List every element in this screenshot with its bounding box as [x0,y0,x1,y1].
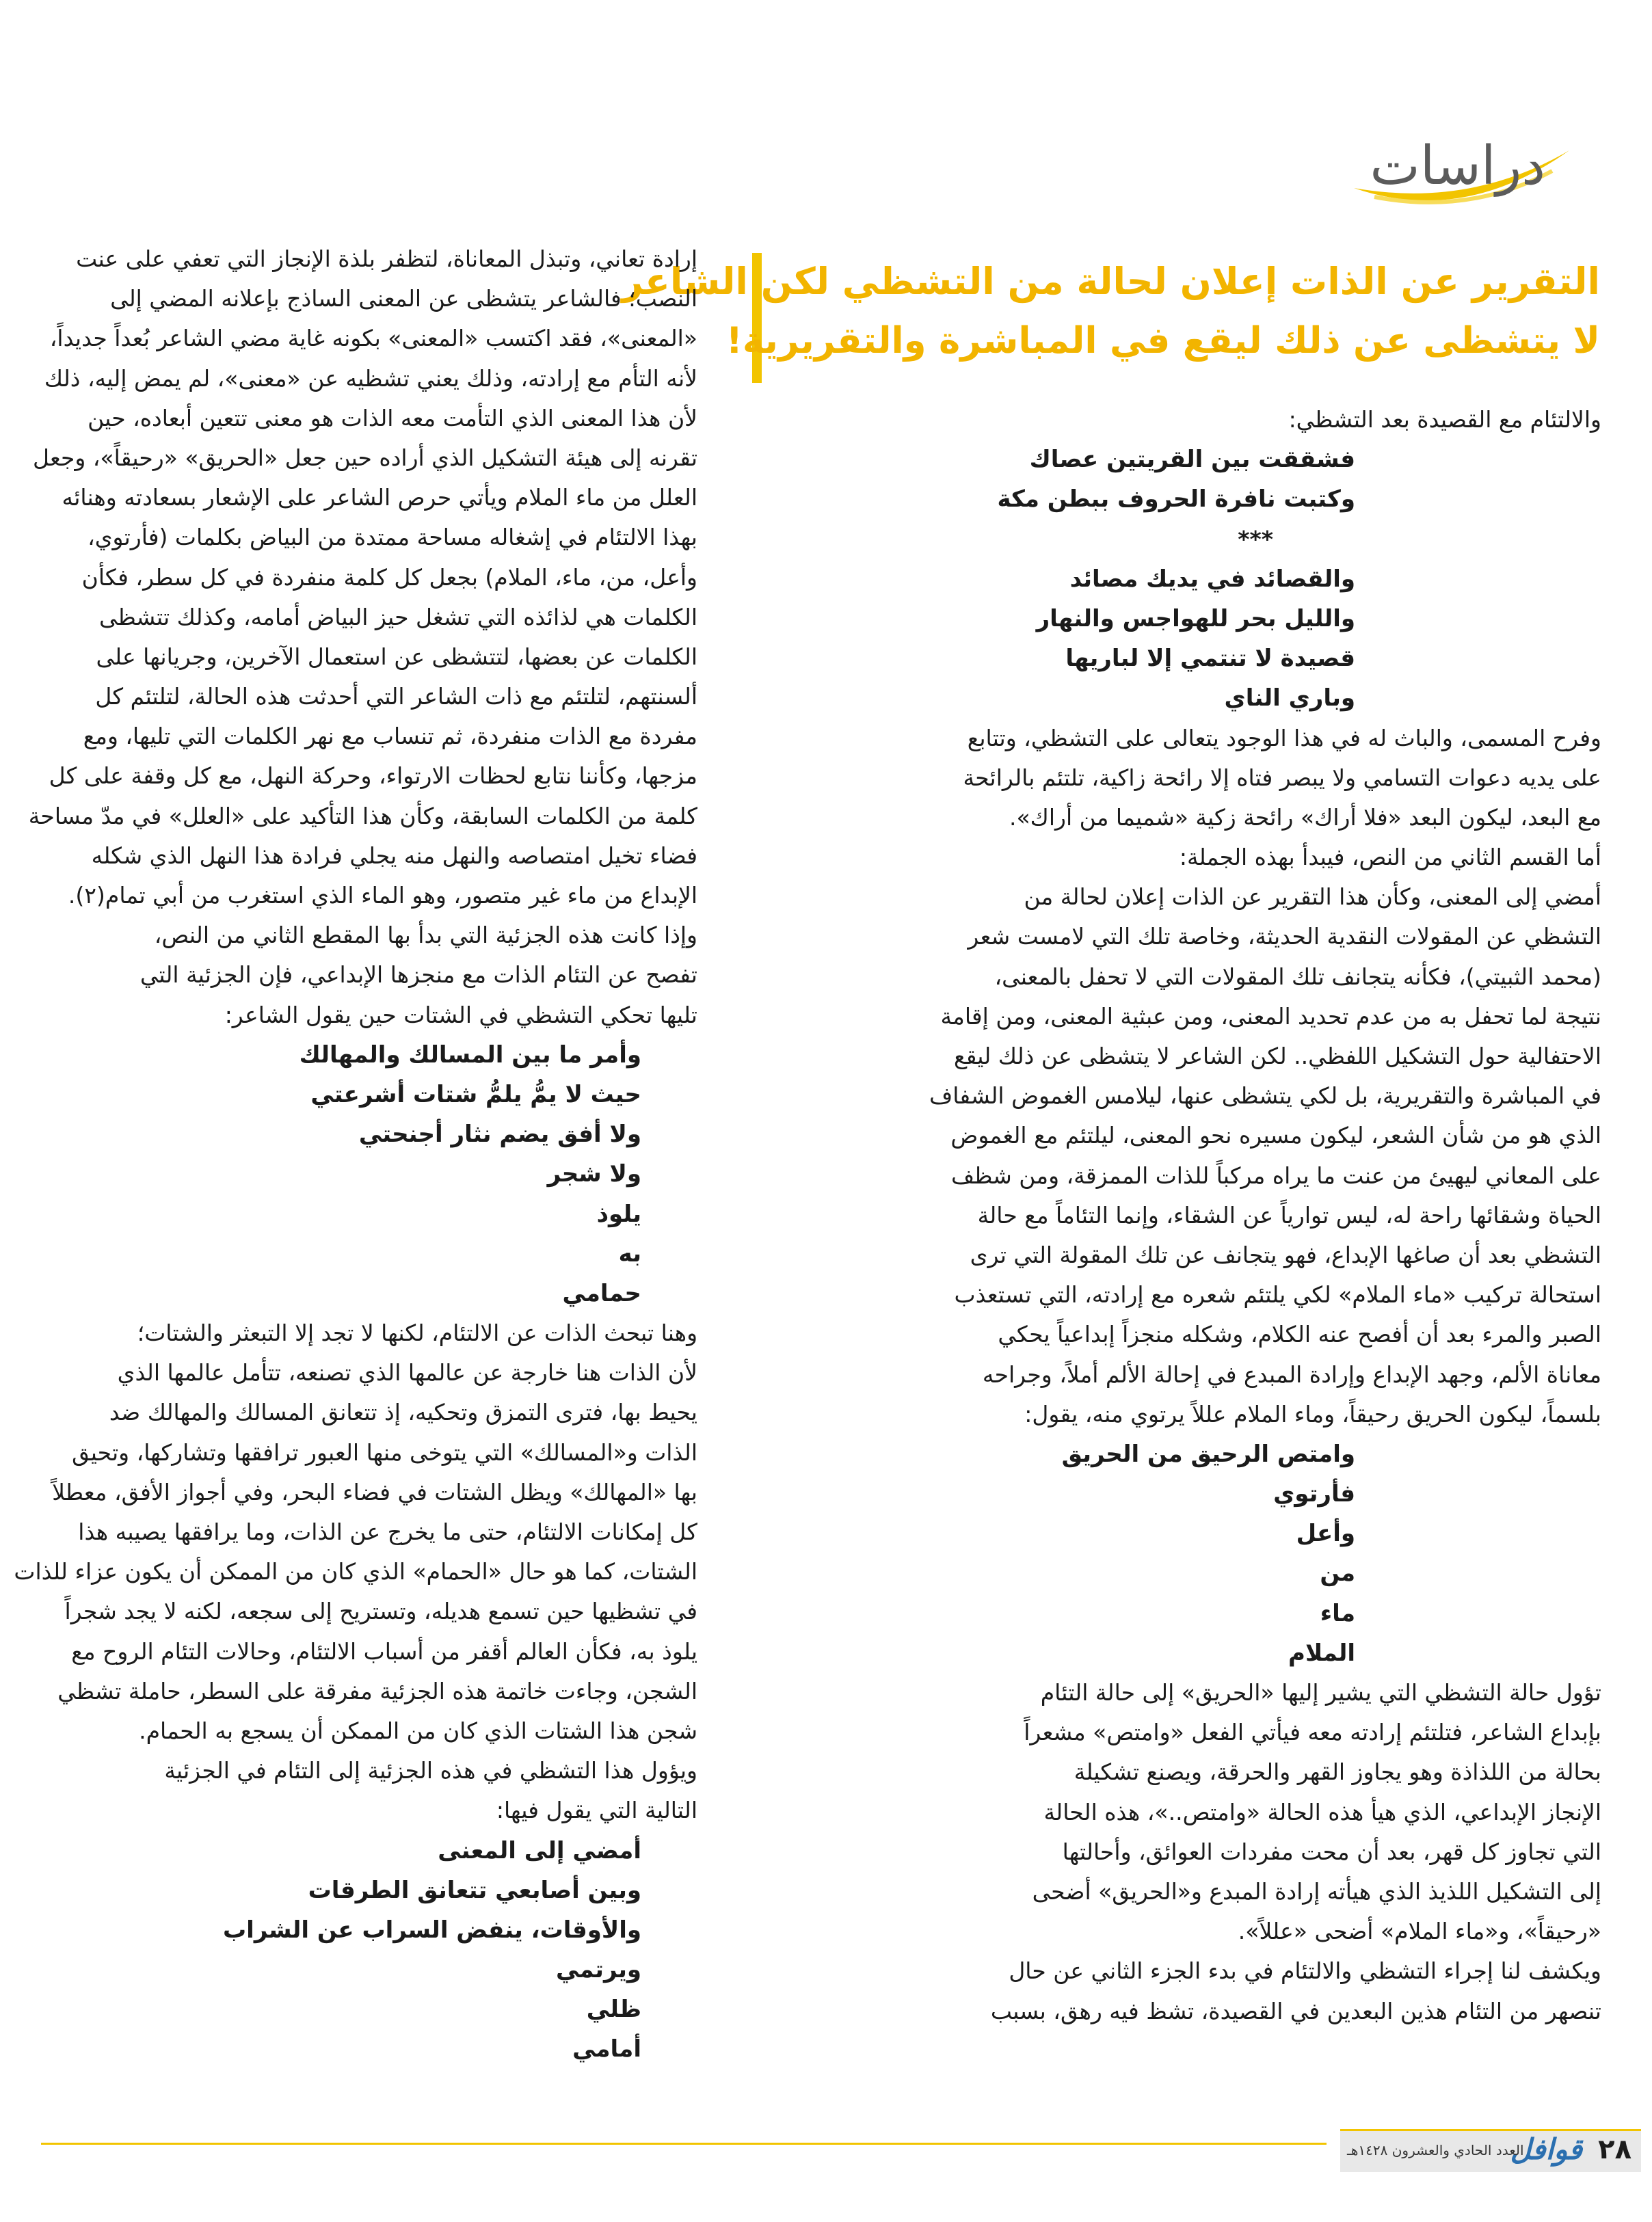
text-line: مع البعد، ليكون البعد «فلا أراك» رائحة زكية «شميما من أراك». [1009,803,1601,831]
poem-line: ماء [1320,1599,1355,1627]
text-line: الإنجاز الإبداعي، الذي هيأ هذه الحالة «وامتص..»، هذه الحالة [1043,1798,1601,1825]
issue-info: العدد الحادي والعشرون ١٤٢٨هـ [1347,2142,1524,2158]
text-line: تفصح عن التئام الذات مع منجزها الإبداعي، فإن الجزئية التي [139,961,697,989]
poem-line: الملام [1288,1639,1355,1667]
text-line: «المعنى»، فقد اكتسب «المعنى» بكونه غاية مضي الشاعر بُعداً جديداً، [49,325,697,352]
poem-line: يلوذ [596,1200,641,1228]
poem-line: ولا شجر [547,1160,641,1188]
text-line: التالية التي يقول فيها: [496,1797,697,1824]
text-line: لأنه التأم مع إرادته، وذلك يعني تشظيه عن «معنى»، لم يمض إليه، ذلك [44,364,697,392]
poem-line: وكتبت نافرة الحروف ببطن مكة [997,485,1355,513]
text-line: إرادة تعاني، وتبذل المعاناة، لتظفر بلذة الإنجاز التي تعفي على عنت [76,245,697,272]
poem-line: وامتص الرحيق من الحريق [1061,1440,1355,1468]
poem-line: ولا أفق يضم نثار أجنحتي [358,1121,641,1149]
text-line: وأعل، من، ماء، الملام) بجعل كل كلمة منفردة في كل سطر، فكأن [81,563,697,591]
page-footer [0,2113,1652,2222]
text-line: نتيجة لما تحفل به من عدم تحديد المعنى، ومن عبثية المعنى، ومن إقامة [940,1002,1601,1030]
text-line: لأن الذات هنا خارجة عن عالمها الذي تصنعه، تتأمل عالمها الذي [117,1359,697,1387]
text-line: على يديه دعوات التسامي ولا يبصر فتاه إلا رائحة زاكية، تلتئم بالرائحة [963,764,1601,791]
text-line: مفردة مع الذات منفردة، ثم تنساب مع نهر الكلمات التي تليها، ومع [83,723,697,750]
section-header [1347,123,1573,219]
text-line: أما القسم الثاني من النص، فيبدأ بهذه الجملة: [1179,844,1601,871]
footer-rule [41,2143,1327,2145]
text-line: كل إمكانات الالتئام، حتى ما يخرج عن الذات، وما يرافقها يصيبه هذا [78,1518,697,1545]
poem-line: فشققت بين القريتين عصاك [1029,446,1355,474]
text-line: وإذا كانت هذه الجزئية التي بدأ بها المقطع الثاني من النص، [154,922,697,949]
text-line: في تشظيها حين تسمع هديله، وتستريح إلى سجعه، لكنه لا يجد شجراً [64,1598,697,1625]
text-line: الذات و«المسالك» التي يتوخى منها العبور ترافقها وتشاركها، وتحيق [72,1438,697,1466]
text-line: بها «المهالك» ويظل الشتات في فضاء البحر، وفي أجواز الأفق، معطلاً [52,1478,697,1505]
text-line: الصبر والمرء بعد أن أفصح عنه الكلام، وشكله منجزاً إبداعياً يحكي [998,1321,1601,1348]
page-number: ٢٨ [1598,2134,1631,2165]
poem-line: أمضي إلى المعنى [438,1836,641,1864]
text-line: لأن هذا المعنى الذي التأمت معه الذات هو معنى تتعين أبعاده، حين [88,404,697,431]
text-line: كلمة من الكلمات السابقة، وكأن هذا التأكيد على «العلل» في مدّ مساحة [28,802,697,829]
text-line: والالتئام مع القصيدة بعد التشظي: [1288,406,1601,433]
text-line: العلل من ماء الملام ويأتي حرص الشاعر على الإشعار بسعادته وهنائه [62,484,697,511]
article-column-right [747,400,1601,2031]
text-line: الإبداع من ماء غير متصور، وهو الماء الذي استغرب من أبي تمام(٢). [68,882,697,909]
poem-line: به [618,1240,641,1268]
text-line: تقرنه إلى هيئة التشكيل الذي أراده حين جعل «الحريق» «رحيقاً»، وجعل [33,444,697,471]
text-line: الاحتفالية حول التشكيل اللفظي.. لكن الشاعر لا يتشظى عن ذلك ليقع [954,1043,1601,1069]
text-line: بإبداع الشاعر، فتلتئم إرادته معه فيأتي الفعل «وامتص» مشعراً [1024,1719,1601,1746]
text-line: التي تجاوز كل قهر، بعد أن محت مفردات العوائق، وأحالتها [1062,1838,1601,1865]
text-line: إلى التشكيل اللذيذ الذي هيأته إرادة المبدع و«الحريق» أضحى [1032,1877,1601,1905]
text-line: تنصهر من التئام هذين البعدين في القصيدة، تشظ فيه رهق، بسبب [990,1997,1601,2024]
text-line: وفرح المسمى، والباث له في هذا الوجود يتعالى على التشظي، وتتابع [967,724,1601,751]
stanza-separator: *** [1238,525,1273,552]
poem-line: والأوقات، ينفض السراب عن الشراب [223,1916,641,1944]
text-line: يلوذ به، فكأن العالم أقفر من أسباب الالتئام، وحالات التئام الروح مع [71,1637,697,1665]
headline-line-2: لا يتشظى عن ذلك ليقع في المباشرة والتقريرية! [725,320,1600,362]
text-line: ويؤول هذا التشظي في هذه الجزئية إلى التئام في الجزئية [164,1757,697,1784]
poem-line: والقصائد في يديك مصائد [1069,565,1355,593]
poem-line: أمامي [572,2035,641,2063]
text-line: التشظي عن المقولات النقدية الحديثة، وخاصة تلك التي لامست شعر [968,923,1601,950]
poem-line: قصيدة لا تنتمي إلا لباريها [1065,645,1355,673]
text-line: الكلمات عن بعضها، لتتشظى عن استعمال الآخرين، وجريانها على [96,643,697,670]
text-line: «رحيقاً»، و«ماء الملام» أضحى «عللاً». [1238,1918,1601,1945]
text-line: بلسماً، ليكون الحريق رحيقاً، وماء الملام عللاً يرتوي منه، يقول: [1024,1400,1601,1428]
poem-line: ويرتمي [555,1956,641,1984]
text-line: التشظي بعد أن صاغها الإبداع، فهو يتجانف عن تلك المقولة التي ترى [970,1241,1601,1268]
headline [622,253,1600,383]
text-line: ويكشف لنا إجراء التشظي والالتئام في بدء الجزء الثاني عن حال [1009,1957,1601,1985]
text-line: الشتات، كما هو حال «الحمام» الذي كان من الممكن أن يكون عزاء للذات [14,1558,697,1585]
text-line: تليها تحكي التشظي في الشتات حين يقول الشاعر: [224,1001,697,1028]
text-line: أمضي إلى المعنى، وكأن هذا التقرير عن الذات إعلان لحالة من [1024,883,1601,911]
text-line: بحالة من اللذاذة وهو يجاوز القهر والحرقة، ويصنع تشكيلة [1074,1758,1601,1786]
section-title: دراسات [1370,135,1545,197]
text-line: الكلمات هي لذائذه التي تشغل حيز البياض أمامه، وكذلك تتشظى [98,603,697,630]
poem-line: والليل بحر للهواجس والنهار [1036,604,1355,632]
poem-line: حمامي [562,1279,641,1307]
text-line: وهنا تبحث الذات عن الالتئام، لكنها لا تجد إلا التبعثر والشتات؛ [137,1320,697,1347]
text-line: بهذا الالتئام في إشغاله مساحة ممتدة من البياض بكلمات (فأرتوي، [88,524,697,551]
text-line: استحالة تركيب «ماء الملام» لكي يلتئم شعره مع إرادته، التي تستعذب [954,1281,1601,1309]
headline-line-1: التقرير عن الذات إعلان لحالة من التشظي لكن الشاعر [622,260,1600,303]
text-line: الشجن، وجاءت خاتمة هذه الجزئية مفرقة على السطر، حاملة تشظي [57,1677,697,1704]
footer-badge [1340,2129,1641,2172]
text-line: على المعاني ليهيئ من عنت ما يراه مركباً للذات الممزقة، ومن شظف [950,1162,1601,1189]
text-line: ألسنتهم، لتلتئم مع ذات الشاعر التي أحدثت هذه الحالة، لتلتئم كل [95,683,697,710]
text-line: تؤول حالة التشظي التي يشير إليها «الحريق» إلى حالة التئام [1040,1679,1601,1706]
poem-line: حيث لا يمُّ يلمُّ شتات أشرعتي [310,1080,641,1108]
text-line: شجن هذا الشتات الذي كان من الممكن أن يسجع به الحمام. [139,1717,697,1744]
poem-line: من [1320,1560,1355,1588]
poem-line: وبين أصابعي تتعانق الطرقات [308,1876,641,1904]
text-line: الذي هو من شأن الشعر، ليكون مسيره نحو المعنى، ليلتئم مع الغموض [950,1122,1601,1149]
text-line: معاناة الألم، وجهد الإبداع وإرادة المبدع في إحالة الألم أملاً، وجراحه [982,1361,1601,1388]
poem-line: وباري الناي [1224,684,1355,712]
text-line: في المباشرة والتقريرية، بل لكي يتشظى عنها، ليلامس الغموض الشفاف [929,1082,1601,1110]
article-column-left [14,239,697,2070]
magazine-logo: قوافل [1510,2132,1582,2166]
text-line: (محمد الثبيتي)، فكأنه يتجانف تلك المقولات التي لا تحفل بالمعنى، [994,963,1601,990]
poem-line: فأرتوي [1273,1480,1355,1508]
text-line: الحياة وشقائها راحة له، ليس توارياً عن الشقاء، وإنما التئاماً مع حالة [977,1201,1601,1229]
poem-line: وأعل [1296,1520,1355,1548]
poem-line: وأمر ما بين المسالك والمهالك [299,1041,641,1069]
text-line: مزجها، وكأننا نتابع لحظات الارتواء، وحركة النهل، مع كل وقفة على كل [49,762,697,790]
text-line: النصب؛ فالشاعر يتشظى عن المعنى الساذج بإعلانه المضي إلى [110,285,697,312]
text-line: فضاء تخيل امتصاصه والنهل منه يجلي فرادة هذا النهل الذي شكله [91,842,697,869]
poem-line: ظلي [586,1996,641,2024]
text-line: يحيط بها، فترى التمزق وتحكيه، إذ تتعانق المسالك والمهالك ضد [109,1399,697,1426]
